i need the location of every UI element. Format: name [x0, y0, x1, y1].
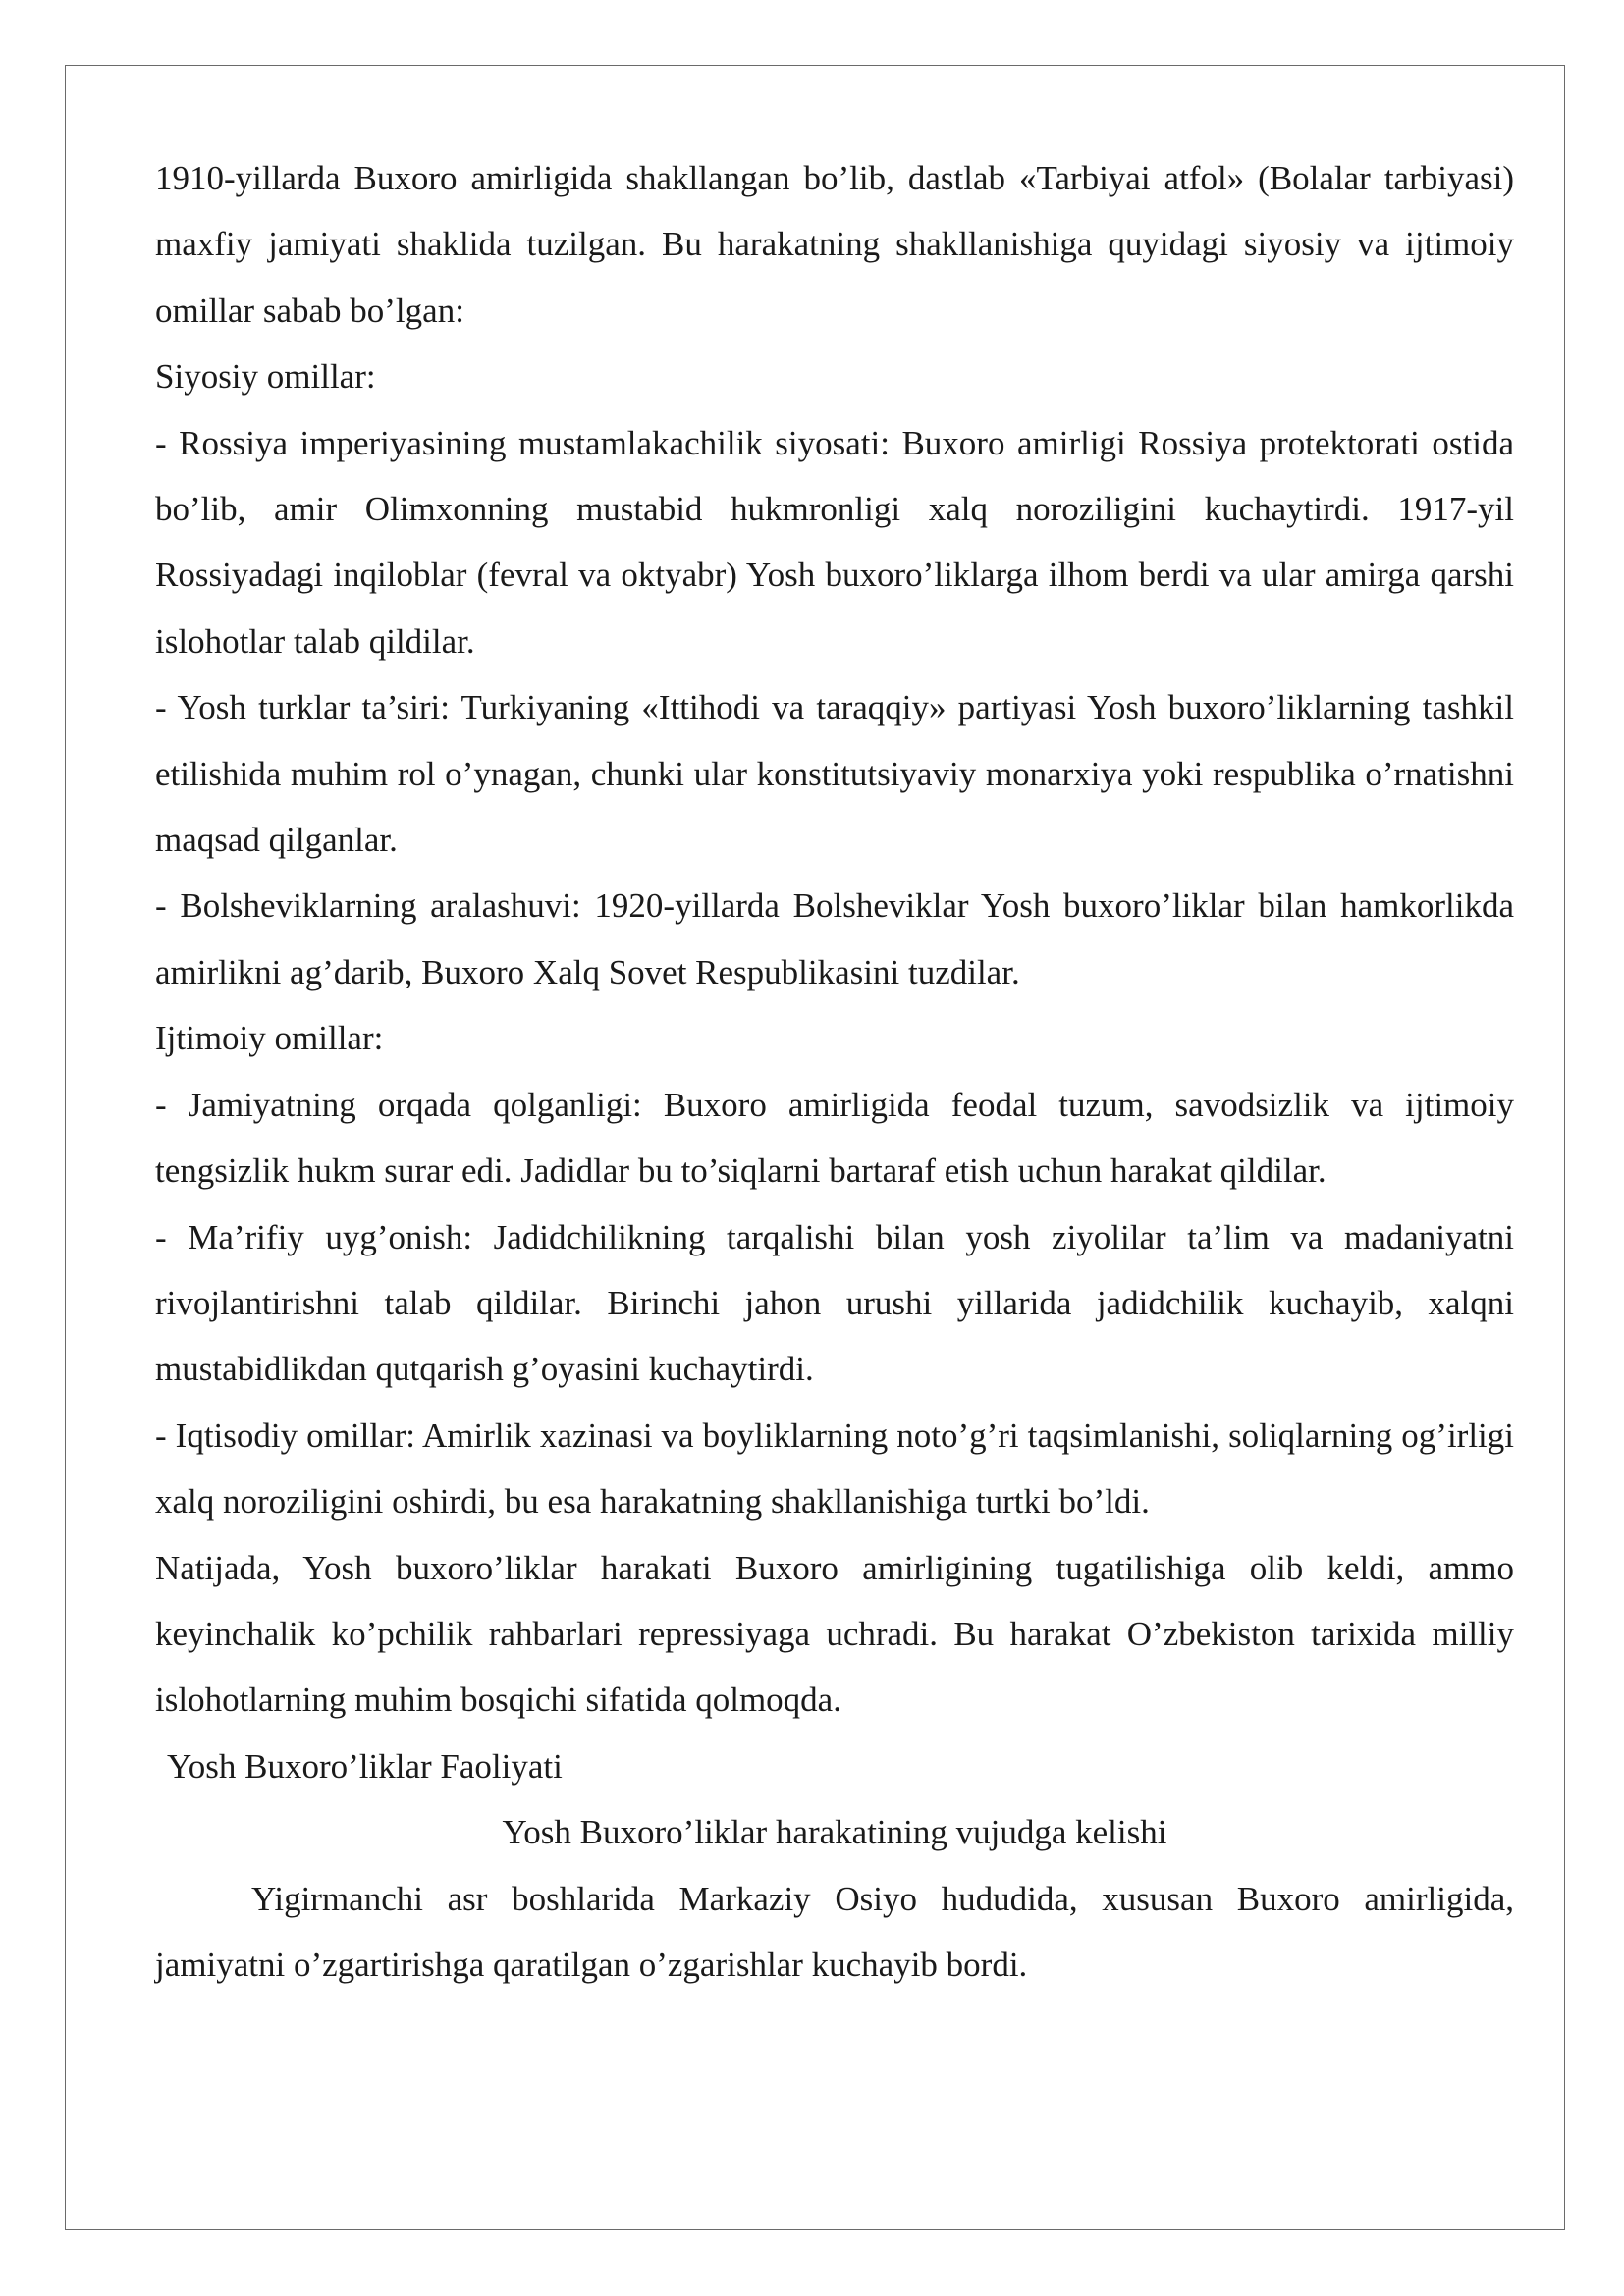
factor-bolshevik-intervention: - Bolsheviklarning aralashuvi: 1920-yillarda Bolsheviklar Yosh buxoro’liklar bilan hamkorlikda amirlikni ag’darib, Buxoro Xalq Sovet Respublikasini tuzdilar. — [155, 886, 1514, 991]
factor-enlightenment-awakening: - Ma’rifiy uyg’onish: Jadidchilikning tarqalishi bilan yosh ziyolilar ta’lim va madaniyatni rivojlantirishni talab qildilar. Birinchi jahon urushi yillarida jadidchilik kuchayib, xalqni mustabidlikdan qutqarish g’oyasini kuchaytirdi. — [155, 1217, 1514, 1389]
section-heading: Yosh Buxoro’liklar Faoliyati — [167, 1746, 563, 1786]
factor-social-backwardness: - Jamiyatning orqada qolganligi: Buxoro amirligida feodal tuzum, savodsizlik va ijtimoiy tengsizlik hukm surar edi. Jadidlar bu to’siqlarni bartaraf etish uchun harakat qildilar. — [155, 1085, 1514, 1191]
political-factors-heading: Siyosiy omillar: — [155, 357, 376, 397]
conclusion-paragraph: Natijada, Yosh buxoro’liklar harakati Buxoro amirligining tugatilishiga olib keldi, ammo keyinchalik ko’pchilik rahbarlari repressiyaga uchradi. Bu harakat O’zbekiston tarixida milliy islohotlarning muhim bosqichi sifatida qolmoqda. — [155, 1548, 1514, 1720]
intro-paragraph: 1910-yillarda Buxoro amirligida shakllangan bo’lib, dastlab «Tarbiyai atfol» (Bolalar tarbiyasi) maxfiy jamiyati shaklida tuzilgan. Bu harakatning shakllanishiga quyidagi siyosiy va ijtimoiy omillar sabab bo’lgan: — [155, 159, 1514, 330]
social-factors-heading: Ijtimoiy omillar: — [155, 1019, 384, 1058]
document-body — [155, 145, 1514, 1998]
factor-economic: - Iqtisodiy omillar: Amirlik xazinasi va boyliklarning noto’g’ri taqsimlanishi, soliqlarning og’irligi xalq noroziligini oshirdi, bu esa harakatning shakllanishiga turtki bo’ldi. — [155, 1415, 1514, 1522]
factor-russian-colonial-policy: - Rossiya imperiyasining mustamlakachilik siyosati: Buxoro amirligi Rossiya protektorati ostida bo’lib, amir Olimxonning mustabid hukmronligi xalq noroziligini kuchaytirdi. 1917-yil Rossiyadagi inqiloblar (fevral va oktyabr) Yosh buxoro’liklarga ilhom berdi va ular amirga qarshi islohotlar talab qildilar. — [155, 423, 1514, 661]
closing-paragraph: Yigirmanchi asr boshlarida Markaziy Osiyo hududida, xususan Buxoro amirligida, jamiyatni o’zgartirishga qaratilgan o’zgarishlar kuchayib bordi. — [155, 1879, 1514, 1984]
subsection-heading: Yosh Buxoro’liklar harakatining vujudga kelishi — [502, 1813, 1167, 1852]
factor-young-turks-influence: - Yosh turklar ta’siri: Turkiyaning «Ittihodi va taraqqiy» partiyasi Yosh buxoro’liklarning tashkil etilishida muhim rol o’ynagan, chunki ular konstitutsiyaviy monarxiya yoki respublika o’rnatishni maqsad qilganlar. — [155, 688, 1514, 860]
